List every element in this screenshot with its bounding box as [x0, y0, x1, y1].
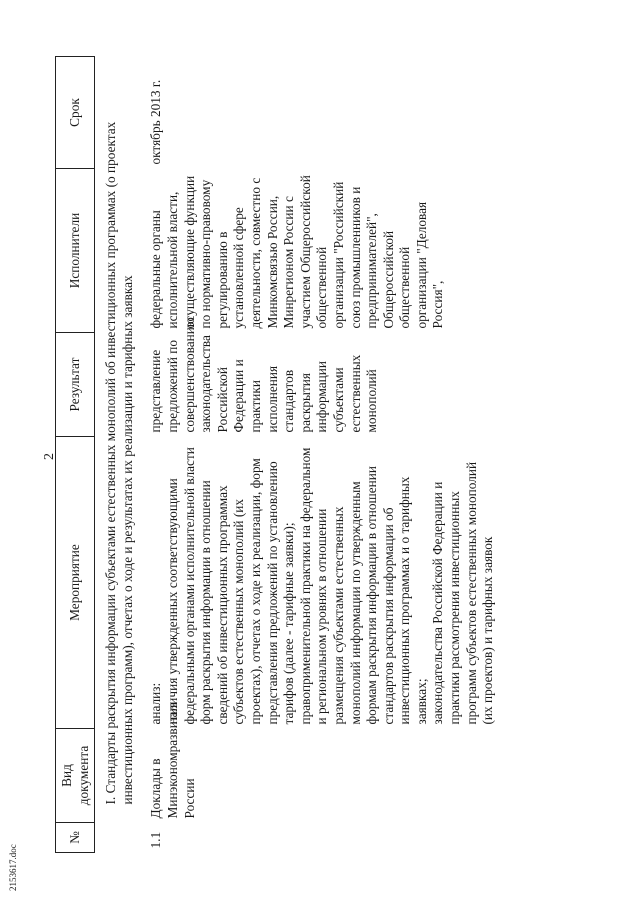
header-executors: Исполнители	[56, 169, 95, 333]
header-document-type: Вид документа	[56, 729, 95, 823]
row-executors: федеральные органы исполнительной власти, осуществляющие функции по нормативно-правовому регулированию в установленной сфере деятельности, совместно с Минкомсвязью России, Минрегионом России с участием Общероссийской общественной организации "Российский союз промышленников и предпринимателей", Общероссийской общественной организации "Деловая Россия",	[148, 175, 446, 329]
activity-line: правоприменительной практики на федеральном и региональном уровнях в отношении размещения субъектами естественных монополий информации по утвержденным формам раскрытия информации в отношении стандартов раскрытия информации об инвестиционных программах и о тарифных заявках;	[297, 447, 429, 725]
section-title: I. Стандарты раскрытия информации субъектами естественных монополий об инвестиционных программах (о проектах инвестиционных программ), отчетах о ходе и результатах их реализации и тарифных заявках	[103, 121, 135, 805]
activity-line: законодательства Российской Федерации и практики рассмотрения инвестиционных программ субъектов естественных монополий (их проектов) и тарифных заявок	[430, 461, 496, 725]
plan-table	[55, 56, 499, 853]
file-tag: 2153617.doc	[8, 844, 18, 891]
header-number: №	[56, 823, 95, 853]
page-number: 2	[42, 453, 57, 460]
row-document-type: Доклады в Минэкономразвития России	[148, 702, 197, 819]
header-activity: Мероприятие	[56, 437, 95, 729]
table-header-row	[56, 57, 95, 853]
table-row	[146, 57, 498, 853]
row-activity	[146, 437, 498, 729]
activity-line: анализ:	[148, 682, 164, 725]
header-result: Результат	[56, 333, 95, 437]
header-deadline: Срок	[56, 57, 95, 169]
row-number: 1.1	[148, 831, 164, 849]
activity-line: наличия утвержденных соответствующими федеральными органами исполнительной власти форм раскрытия информации в отношении сведений об инвестиционных программах субъектов естественных монополий (их проектах), отчетах о ходе их реализации, форм представления предложений по установлению тарифов (далее - тарифные заявки);	[164, 447, 297, 725]
row-deadline: октябрь 2013 г.	[148, 79, 164, 165]
section-row	[95, 57, 147, 853]
row-result: представление предложений по совершенствованию законодательства Российской Федерации и практики исполнения стандартов раскрытия информации субъектами естественных монополий	[148, 317, 380, 433]
